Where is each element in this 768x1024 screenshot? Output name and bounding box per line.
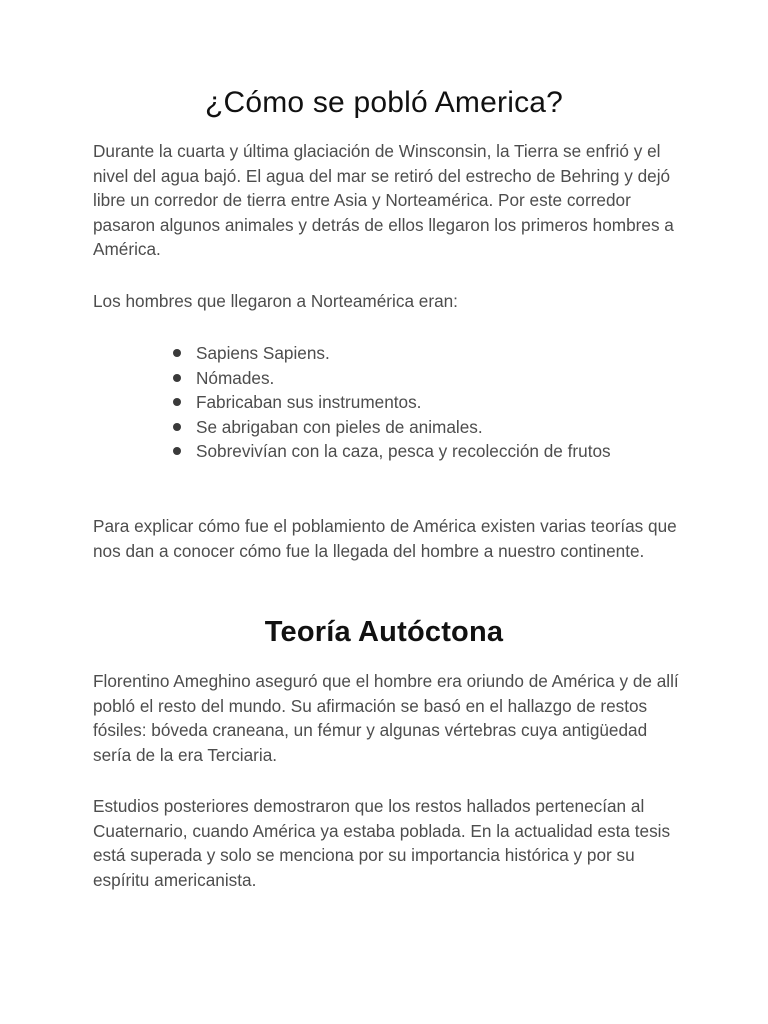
list-item-text: Sapiens Sapiens. bbox=[196, 343, 330, 363]
section-paragraph-2: Estudios posteriores demostraron que los restos hallados pertenecían al Cuaternario, cuando América ya estaba poblada. En la actualidad esta tesis está superada y solo se menciona por su importancia histórica y por su espíritu americanista. bbox=[93, 796, 671, 890]
intro-paragraph: Durante la cuarta y última glaciación de Winsconsin, la Tierra se enfrió y el nivel del agua bajó. El agua del mar se retiró del estrecho de Behring y dejó libre un corredor de tierra entre Asia y Norteamérica. Por este corredor pasaron algunos animales y detrás de ellos llegaron los primeros hombres a América. bbox=[93, 141, 674, 259]
bullet-icon bbox=[173, 374, 181, 382]
page-title: ¿Cómo se pobló America? bbox=[204, 86, 564, 119]
section-title: Teoría Autóctona bbox=[264, 616, 504, 648]
list-item bbox=[172, 415, 611, 440]
list-item-text: Fabricaban sus instrumentos. bbox=[196, 392, 422, 412]
list-item bbox=[172, 439, 611, 464]
list-item-text: Se abrigaban con pieles de animales. bbox=[196, 416, 483, 437]
list-item bbox=[172, 366, 611, 391]
characteristics-list bbox=[172, 341, 611, 464]
bullet-icon bbox=[173, 447, 181, 455]
bullet-icon bbox=[173, 398, 181, 406]
theories-paragraph: Para explicar cómo fue el poblamiento de América existen varias teorías que nos dan a conocer cómo fue la llegada del hombre a nuestro continente. bbox=[93, 516, 677, 561]
section-paragraph-1: Florentino Ameghino aseguró que el hombre era oriundo de América y de allí pobló el resto del mundo. Su afirmación se basó en el hallazgo de restos fósiles: bóveda craneana, un fémur y algunas vértebras cuya antigüedad sería de la era Terciaria. bbox=[93, 671, 679, 765]
list-item bbox=[172, 390, 611, 415]
list-item-text: Nómades. bbox=[196, 367, 275, 388]
list-item-text: Sobrevivían con la caza, pesca y recolección de frutos bbox=[196, 441, 611, 461]
bullet-icon bbox=[173, 349, 181, 357]
list-intro-paragraph: Los hombres que llegaron a Norteamérica eran: bbox=[93, 291, 458, 311]
bullet-icon bbox=[173, 423, 181, 431]
list-item bbox=[172, 341, 611, 366]
